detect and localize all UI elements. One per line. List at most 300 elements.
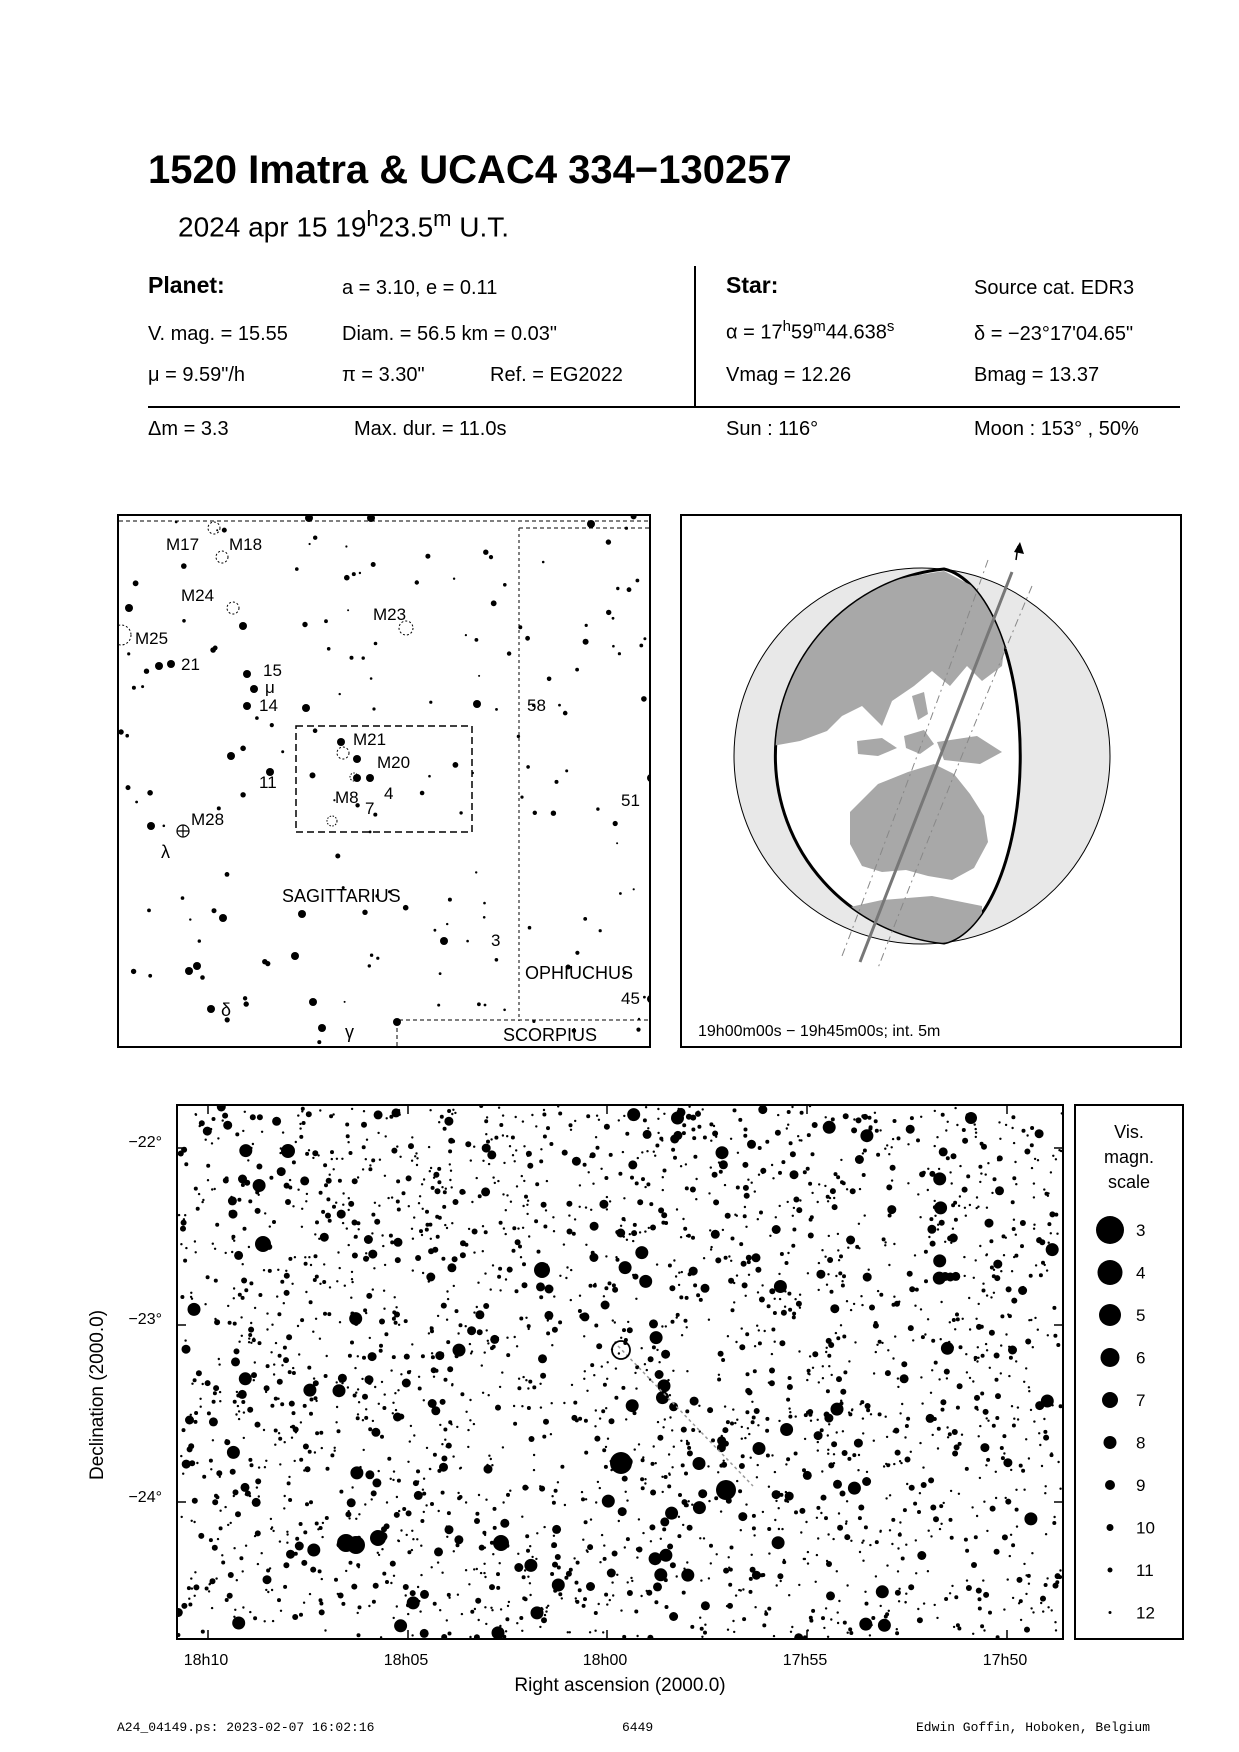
field-star xyxy=(707,1407,713,1413)
field-star xyxy=(908,1584,914,1590)
field-star xyxy=(614,1396,618,1400)
field-star xyxy=(807,1551,809,1553)
field-star xyxy=(429,1170,431,1172)
field-star xyxy=(1034,1158,1036,1160)
field-star xyxy=(418,1600,420,1602)
field-star xyxy=(269,1176,273,1180)
field-star xyxy=(949,1321,951,1323)
field-star xyxy=(336,1406,338,1408)
field-star xyxy=(219,1400,221,1402)
field-star xyxy=(218,1358,220,1360)
field-star xyxy=(693,1283,697,1287)
field-star xyxy=(1010,1534,1012,1536)
finder-star xyxy=(533,811,537,815)
field-star xyxy=(830,1188,836,1194)
field-star xyxy=(329,1286,331,1288)
field-star xyxy=(443,1127,447,1131)
field-star xyxy=(920,1308,922,1310)
field-star xyxy=(482,1392,484,1394)
finder-star xyxy=(133,580,139,586)
field-star xyxy=(956,1623,960,1627)
field-star xyxy=(800,1531,802,1533)
field-star xyxy=(817,1449,819,1451)
field-star xyxy=(319,1338,321,1340)
field-star xyxy=(277,1167,286,1176)
field-star xyxy=(247,1407,253,1413)
field-star xyxy=(1020,1220,1026,1226)
field-star xyxy=(477,1329,483,1335)
field-star xyxy=(473,1146,475,1148)
field-star xyxy=(607,1569,616,1578)
field-star xyxy=(941,1408,945,1412)
field-star xyxy=(724,1405,726,1407)
field-star xyxy=(688,1106,690,1108)
finder-star xyxy=(583,917,587,921)
label-m18: M18 xyxy=(229,535,263,554)
field-star xyxy=(780,1423,793,1436)
field-star xyxy=(410,1590,416,1596)
field-star xyxy=(474,1608,476,1610)
field-star xyxy=(822,1365,824,1367)
field-star xyxy=(686,1326,688,1328)
field-star xyxy=(354,1367,356,1369)
field-star xyxy=(985,1254,987,1256)
field-star xyxy=(299,1522,303,1526)
field-star xyxy=(227,1524,229,1526)
field-star xyxy=(646,1369,648,1371)
field-star xyxy=(531,1114,533,1116)
field-star xyxy=(949,1234,958,1243)
field-star xyxy=(407,1461,409,1463)
finder-star xyxy=(359,572,361,574)
finder-star xyxy=(243,670,251,678)
field-star xyxy=(636,1556,638,1558)
field-star xyxy=(744,1128,748,1132)
field-star xyxy=(283,1562,289,1568)
field-star xyxy=(295,1537,299,1541)
field-star xyxy=(662,1426,664,1428)
field-star xyxy=(662,1491,664,1493)
field-star xyxy=(253,1379,255,1381)
field-star xyxy=(400,1529,402,1531)
field-star xyxy=(575,1597,577,1599)
field-star xyxy=(976,1515,978,1517)
field-star xyxy=(778,1171,782,1175)
field-star xyxy=(806,1379,808,1381)
field-star xyxy=(484,1119,488,1123)
field-star xyxy=(397,1208,401,1212)
field-star xyxy=(500,1608,502,1610)
field-star xyxy=(679,1295,683,1299)
field-star xyxy=(393,1575,395,1577)
field-star xyxy=(678,1516,680,1518)
field-star xyxy=(415,1152,417,1154)
field-star xyxy=(453,1285,455,1287)
field-star xyxy=(192,1498,198,1504)
field-star xyxy=(898,1600,900,1602)
field-star xyxy=(809,1106,811,1107)
field-star xyxy=(924,1279,928,1283)
field-star xyxy=(818,1289,820,1291)
field-star xyxy=(748,1433,750,1435)
field-star xyxy=(988,1611,992,1615)
field-star xyxy=(758,1146,762,1150)
label-51: 51 xyxy=(621,791,640,810)
field-star xyxy=(1015,1234,1017,1236)
field-star xyxy=(862,1152,864,1154)
field-star xyxy=(188,1598,190,1600)
field-star xyxy=(682,1591,686,1595)
field-star xyxy=(406,1510,412,1516)
field-star xyxy=(437,1561,439,1563)
field-star xyxy=(345,1570,347,1572)
finder-star xyxy=(181,563,187,569)
field-star xyxy=(827,1453,829,1455)
field-star xyxy=(1047,1222,1051,1226)
field-star xyxy=(581,1491,583,1493)
field-star xyxy=(235,1413,237,1415)
field-star xyxy=(180,1243,182,1245)
label-58: 58 xyxy=(527,696,546,715)
field-star xyxy=(497,1337,499,1339)
field-star xyxy=(301,1110,303,1112)
field-star xyxy=(769,1288,775,1294)
field-star xyxy=(579,1206,581,1208)
field-star xyxy=(1030,1126,1034,1130)
field-star xyxy=(274,1397,278,1401)
field-star xyxy=(745,1503,747,1505)
field-star xyxy=(847,1632,849,1634)
field-star xyxy=(534,1262,550,1278)
field-star xyxy=(598,1603,600,1605)
field-star xyxy=(668,1453,670,1455)
field-star xyxy=(438,1121,440,1123)
field-star xyxy=(993,1177,997,1181)
field-star xyxy=(887,1349,889,1351)
field-star xyxy=(1053,1334,1057,1338)
field-star xyxy=(212,1400,216,1404)
field-star xyxy=(452,1109,454,1111)
field-star xyxy=(440,1399,446,1405)
field-star xyxy=(225,1176,229,1180)
field-star xyxy=(332,1113,334,1115)
field-star xyxy=(620,1609,622,1611)
field-star xyxy=(827,1434,829,1436)
field-star xyxy=(980,1325,984,1329)
field-star xyxy=(686,1442,690,1446)
finder-star xyxy=(503,1009,506,1012)
field-star xyxy=(934,1361,938,1365)
field-star xyxy=(928,1236,930,1238)
field-star xyxy=(940,1338,942,1340)
finder-star xyxy=(262,959,267,964)
field-star xyxy=(751,1401,753,1403)
field-star xyxy=(604,1593,608,1597)
field-star xyxy=(271,1589,273,1591)
field-star xyxy=(539,1486,545,1492)
field-star xyxy=(418,1470,420,1472)
field-star xyxy=(599,1487,601,1489)
field-star xyxy=(859,1618,872,1631)
field-star xyxy=(336,1158,338,1160)
field-star xyxy=(875,1575,877,1577)
field-star xyxy=(200,1406,202,1408)
star-dec: δ = −23°17'04.65" xyxy=(974,323,1134,345)
field-star xyxy=(940,1399,946,1405)
field-star xyxy=(564,1576,568,1580)
field-star xyxy=(328,1219,332,1223)
finder-star xyxy=(466,940,469,943)
field-star xyxy=(1007,1578,1009,1580)
field-star xyxy=(883,1465,885,1467)
finder-star xyxy=(542,561,545,564)
field-star xyxy=(393,1617,395,1619)
field-star xyxy=(512,1249,516,1253)
field-star xyxy=(792,1228,796,1232)
field-star xyxy=(1050,1171,1052,1173)
field-star xyxy=(398,1414,404,1420)
field-star xyxy=(559,1275,561,1277)
finder-star xyxy=(198,939,201,942)
field-star xyxy=(868,1116,872,1120)
field-star xyxy=(185,1247,187,1249)
field-star xyxy=(609,1200,611,1202)
field-star xyxy=(711,1230,720,1239)
field-star xyxy=(586,1582,595,1591)
field-star xyxy=(888,1610,890,1612)
field-star xyxy=(488,1163,490,1165)
field-star xyxy=(318,1238,320,1240)
field-star xyxy=(842,1335,846,1339)
field-star xyxy=(876,1585,889,1598)
field-star xyxy=(759,1211,763,1215)
field-star xyxy=(857,1469,859,1471)
field-star xyxy=(363,1110,365,1112)
field-star xyxy=(582,1539,584,1541)
field-star xyxy=(278,1437,282,1441)
field-star xyxy=(1003,1254,1005,1256)
field-star xyxy=(975,1318,977,1320)
field-star xyxy=(411,1549,413,1551)
field-star xyxy=(840,1389,846,1395)
field-star xyxy=(338,1179,342,1183)
field-star xyxy=(247,1159,249,1161)
legend-mag-label: 12 xyxy=(1136,1603,1155,1623)
field-star xyxy=(599,1417,601,1419)
field-star xyxy=(194,1411,198,1415)
field-star xyxy=(700,1627,704,1631)
field-star xyxy=(635,1387,637,1389)
field-star xyxy=(848,1360,850,1362)
field-star xyxy=(209,1538,213,1542)
field-star xyxy=(351,1281,353,1283)
finder-star xyxy=(353,755,361,763)
field-star xyxy=(629,1233,631,1235)
finder-star xyxy=(448,898,452,902)
field-star xyxy=(718,1161,720,1163)
field-star xyxy=(972,1380,974,1382)
field-star xyxy=(1025,1339,1031,1345)
field-star xyxy=(754,1408,760,1414)
field-star xyxy=(241,1483,250,1492)
field-star xyxy=(980,1443,989,1452)
field-star xyxy=(516,1345,518,1347)
field-star xyxy=(486,1140,490,1144)
field-star xyxy=(747,1389,753,1395)
field-star xyxy=(455,1309,459,1313)
field-star xyxy=(279,1540,281,1542)
field-star xyxy=(685,1163,687,1165)
field-star xyxy=(649,1378,651,1380)
field-star xyxy=(1028,1390,1030,1392)
field-star xyxy=(326,1197,330,1201)
field-star xyxy=(921,1335,925,1339)
finder-star xyxy=(575,951,579,955)
field-star xyxy=(248,1327,254,1333)
field-star xyxy=(492,1176,494,1178)
field-star xyxy=(766,1454,770,1458)
field-star xyxy=(699,1617,701,1619)
finder-star xyxy=(200,975,205,980)
field-star xyxy=(914,1305,916,1307)
field-star xyxy=(372,1420,374,1422)
field-star xyxy=(773,1311,777,1315)
field-star xyxy=(862,1432,864,1434)
field-star xyxy=(451,1383,453,1385)
field-star xyxy=(324,1183,328,1187)
star-source: Source cat. EDR3 xyxy=(974,277,1135,299)
field-star xyxy=(1056,1233,1058,1235)
field-star xyxy=(1009,1555,1011,1557)
field-star xyxy=(641,1177,645,1181)
field-star xyxy=(701,1636,703,1638)
legend-title-scale: scale xyxy=(1107,1172,1151,1192)
field-star xyxy=(735,1341,737,1343)
field-star xyxy=(1031,1552,1033,1554)
field-star xyxy=(181,1516,183,1518)
field-star xyxy=(300,1318,304,1322)
field-star xyxy=(678,1272,680,1274)
field-star xyxy=(793,1197,799,1203)
field-star xyxy=(939,1504,943,1508)
field-star xyxy=(495,1405,501,1411)
field-star xyxy=(515,1289,519,1293)
field-star xyxy=(792,1312,796,1316)
field-star xyxy=(1059,1569,1061,1571)
field-star xyxy=(394,1619,407,1632)
field-star xyxy=(315,1431,319,1435)
field-star xyxy=(880,1605,882,1607)
field-star xyxy=(965,1215,967,1217)
field-star xyxy=(207,1411,211,1415)
finder-star xyxy=(612,617,615,620)
field-star xyxy=(578,1588,582,1592)
field-star xyxy=(749,1577,753,1581)
field-star xyxy=(390,1582,392,1584)
field-star xyxy=(865,1403,871,1409)
field-star xyxy=(987,1162,989,1164)
field-star xyxy=(483,1563,485,1565)
field-star xyxy=(413,1216,415,1218)
field-star xyxy=(917,1510,921,1514)
field-star xyxy=(899,1412,901,1414)
finder-star xyxy=(428,775,431,778)
legend-dot xyxy=(1096,1216,1124,1244)
field-star xyxy=(570,1299,572,1301)
field-star xyxy=(961,1434,963,1436)
field-star xyxy=(648,1356,654,1362)
footer-author: Edwin Goffin, Hoboken, Belgium xyxy=(916,1720,1151,1735)
field-star xyxy=(950,1536,954,1540)
field-star xyxy=(655,1462,657,1464)
legend-mag-label: 10 xyxy=(1136,1518,1155,1538)
field-star xyxy=(486,1329,488,1331)
field-star xyxy=(275,1342,277,1344)
field-star xyxy=(817,1201,819,1203)
finder-star xyxy=(596,807,599,810)
field-star xyxy=(488,1471,490,1473)
field-star xyxy=(514,1563,523,1572)
field-star xyxy=(512,1226,516,1230)
field-star xyxy=(386,1501,388,1503)
field-star xyxy=(757,1424,759,1426)
field-star xyxy=(642,1532,644,1534)
field-star xyxy=(297,1189,299,1191)
field-star xyxy=(348,1510,350,1512)
field-star xyxy=(201,1201,203,1203)
field-star xyxy=(807,1409,813,1415)
field-star xyxy=(1028,1583,1030,1585)
field-star xyxy=(845,1523,847,1525)
field-star xyxy=(274,1429,278,1433)
field-star xyxy=(459,1323,463,1327)
field-star xyxy=(536,1282,545,1291)
field-star xyxy=(958,1442,962,1446)
field-star xyxy=(778,1273,780,1275)
field-star xyxy=(585,1318,587,1320)
field-star xyxy=(785,1491,787,1493)
field-star xyxy=(1017,1577,1023,1583)
field-star xyxy=(506,1493,510,1497)
field-star xyxy=(921,1482,927,1488)
field-star xyxy=(808,1182,812,1186)
field-star xyxy=(351,1271,353,1273)
field-star xyxy=(194,1187,198,1191)
field-star xyxy=(654,1155,656,1157)
field-star xyxy=(708,1192,710,1194)
field-star xyxy=(491,1609,493,1611)
field-star xyxy=(778,1507,780,1509)
field-star xyxy=(392,1355,396,1359)
field-star xyxy=(826,1561,832,1567)
field-star xyxy=(616,1229,625,1238)
field-star xyxy=(1049,1211,1055,1217)
field-star xyxy=(230,1522,232,1524)
field-star xyxy=(835,1275,837,1277)
field-star xyxy=(818,1381,820,1383)
field-star xyxy=(733,1301,735,1303)
field-star xyxy=(730,1260,732,1262)
field-star xyxy=(708,1500,710,1502)
planet-orbit: a = 3.10, e = 0.11 xyxy=(342,277,498,299)
field-star xyxy=(438,1510,440,1512)
field-star xyxy=(212,1499,218,1505)
field-star xyxy=(492,1553,494,1555)
field-star xyxy=(889,1529,891,1531)
field-star xyxy=(885,1463,887,1465)
field-star xyxy=(522,1376,524,1378)
field-star xyxy=(1025,1438,1027,1440)
